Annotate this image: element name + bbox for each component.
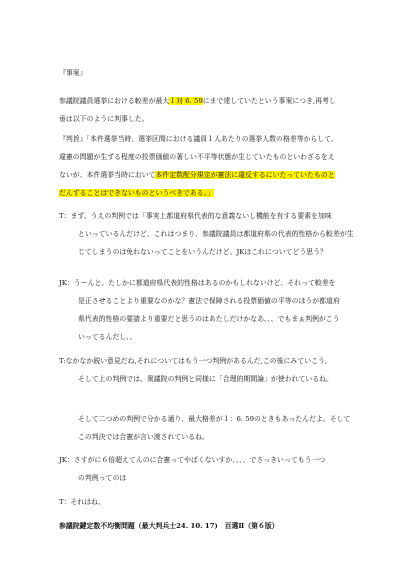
intro-line-1 [59,95,336,108]
case-heading: 『事案』 [59,69,87,77]
dialogue-jk-1-line-1: JK：うーんと、たしかに都道府県代表的性格はあるのかもしれないけど、それって較差を [59,279,336,287]
dialogue-jk-1-line-4: いってるんだし、、 [78,333,137,341]
holding-highlight-2: だんずることはできないものというべきである。」 [59,189,215,197]
dialogue-t-1-line-2: といっているんだけど、これはつまり、参議院議員は都道府県の代表的性格から較差が生 [78,230,354,238]
dialogue-t-1-line-3: じてしまうのは免れないってことをいうんだけど、JKはこれについてどう思う？ [78,248,327,256]
footer-case-citation: 参議院鍵定数不均衡問題（最大判兵士24. 10. 17) 百選Ⅱ（第６版） [59,522,279,530]
dialogue-t-1-line-1: T：まず、うえの判例では「事実上都道府県代表的な意義ないし機能を有する要素を加味 [59,212,332,220]
holding-line-3-start: ないが、本件選挙当時において [59,171,156,179]
dialogue-t-2-line-2: そして上の判例では、衆議院の判例と同様に「合理的期間論」が使われているね。 [78,375,333,383]
dialogue-jk-2-line-2: の判例ってのは [78,474,127,482]
dialogue-jk-1-line-2: 是正させることより重要なのかな？憲法で保障される投票価値の平等のほうが都道府 [78,297,340,305]
holding-line-1: 『判旨』「本件選挙当時、選挙区間における議員１人あたりの選挙人数の格差等からして、 [59,135,338,143]
max-disparity-highlight: １対 6. 59 [169,97,203,105]
dialogue-t-2-line-1: T:なかなか鋭い意見だね,それについてはもう一つ判例があるんだ,この後にみていこう, [59,357,328,365]
dialogue-t-3-line-1: そして二つめの判例で分かる通り、最大格差が１：6. 59のときもあったんだよ。そして [78,415,351,423]
intro-line-1-start: 参議院議員選挙における較差が最大 [59,97,170,105]
holding-line-3 [59,169,335,182]
holding-line-4 [59,187,214,200]
dialogue-jk-1-line-3: 県代表的性格の要請より重要だと思うのはあたしだけかなあ、、、でもまぁ判例がこう [78,315,340,323]
dialogue-jk-2-line-1: JK：さすがに６倍超えてんのに合憲ってやばくないすか、、、、でさっきいってもう一つ [59,456,326,464]
dialogue-t-3-line-2: この判決では合憲が言い渡されているね。 [78,433,209,441]
intro-line-1-end: にまで達していたという事案につき,再考し [202,97,336,105]
intro-line-2: 垂は以下のように判事した。 [59,115,149,123]
holding-highlight-1: 本件定数配分規定が憲法に違反するにいたっていたものと [155,171,335,179]
dialogue-t-4-line-1: T：それはね、 [59,498,105,506]
holding-line-2: 違憲の問題が生ずる程度の投票価値の著しい不平等状態が生じていたものといわざるをえ [59,153,335,161]
